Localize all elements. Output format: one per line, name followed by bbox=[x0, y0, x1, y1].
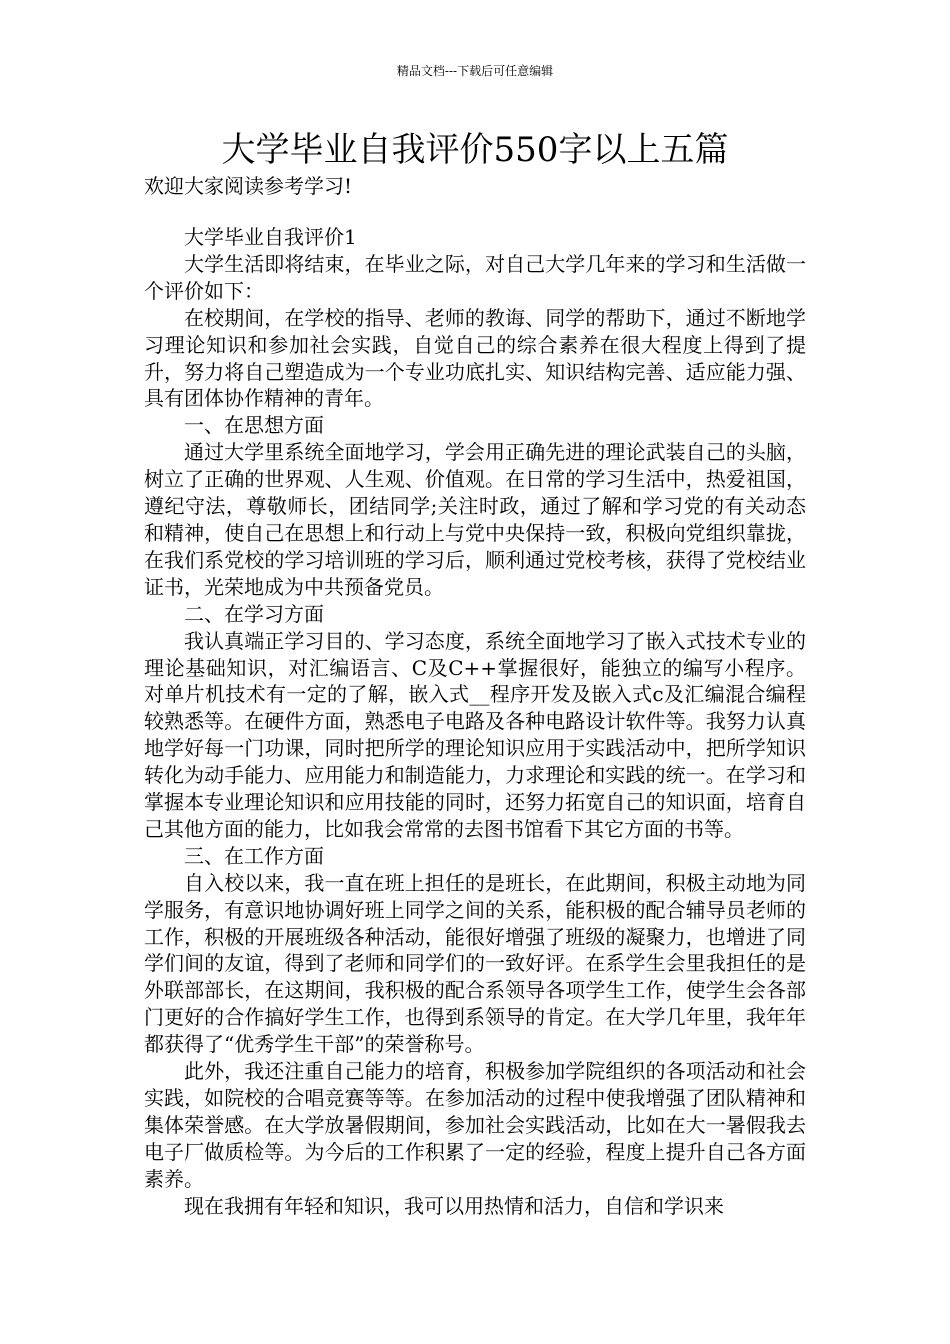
paragraph: 通过大学里系统全面地学习，学会用正确先进的理论武装自己的头脑，树立了正确的世界观、人生观、价值观。在日常的学习生活中，热爱祖国，遵纪守法，尊敬师长，团结同学;关注时政，通过了解和学习党的有关动态和精神，使自己在思想上和行动上与党中央保持一致，积极向党组织靠拢，在我们系党校的学习培训班的学习后，顺利通过党校考核，获得了党校结业证书，光荣地成为中共预备党员。 bbox=[144, 440, 806, 599]
paragraph: 自入校以来，我一直在班上担任的是班长，在此期间，积极主动地为同学服务，有意识地协调好班上同学之间的关系，能积极的配合辅导员老师的工作，积极的开展班级各种活动，能很好增强了班级的凝聚力，也增进了同学们间的友谊，得到了老师和同学们的一致好评。在系学生会里我担任的是外联部部长，在这期间，我积极的配合系领导各项学生工作，使学生会各部门更好的合作搞好学生工作，也得到系领导的肯定。在大学几年里，我年年都获得了“优秀学生干部”的荣誉称号。 bbox=[144, 870, 806, 1057]
paragraph: 大学生活即将结束，在毕业之际，对自己大学几年来的学习和生活做一个评价如下： bbox=[144, 251, 806, 303]
paragraph: 此外，我还注重自己能力的培育，积极参加学院组织的各项活动和社会实践，如院校的合唱竞赛等等。在参加活动的过程中使我增强了团队精神和集体荣誉感。在大学放暑假期间，参加社会实践活动，比如在大一暑假我去电子厂做质检等。为今后的工作积累了一定的经验，程度上提升自己各方面素养。 bbox=[144, 1059, 806, 1191]
section-heading: 大学毕业自我评价1 bbox=[184, 225, 357, 249]
section-heading: 二、在学习方面 bbox=[184, 601, 324, 626]
page-header: 精品文档---下载后可任意编辑 bbox=[396, 64, 554, 78]
paragraph: 我认真端正学习目的、学习态度，系统全面地学习了嵌入式技术专业的理论基础知识，对汇编语言、C及C++掌握很好，能独立的编写小程序。对单片机技术有一定的了解，嵌入式__程序开发及嵌入式c及汇编混合编程较熟悉等。在硬件方面，熟悉电子电路及各种电路设计软件等。我努力认真地学好每一门功课，同时把所学的理论知识应用于实践活动中，把所学知识转化为动手能力、应用能力和制造能力，力求理论和实践的统一。在学习和掌握本专业理论知识和应用技能的同时，还努力拓宽自己的知识面，培育自己其他方面的能力，比如我会常常的去图书馆看下其它方面的书等。 bbox=[144, 628, 806, 841]
document-title: 大学毕业自我评价550字以上五篇 bbox=[221, 130, 729, 170]
paragraph: 在校期间，在学校的指导、老师的教诲、同学的帮助下，通过不断地学习理论知识和参加社会实践，自觉自己的综合素养在很大程度上得到了提升，努力将自己塑造成为一个专业功底扎实、知识结构完善、适应能力强、具有团体协作精神的青年。 bbox=[144, 305, 806, 411]
section-heading: 三、在工作方面 bbox=[184, 843, 324, 868]
intro-line: 欢迎大家阅读参考学习! bbox=[144, 174, 353, 198]
section-heading: 一、在思想方面 bbox=[184, 413, 324, 438]
document-body bbox=[144, 224, 806, 1220]
paragraph: 现在我拥有年轻和知识，我可以用热情和活力，自信和学识来 bbox=[184, 1193, 724, 1218]
